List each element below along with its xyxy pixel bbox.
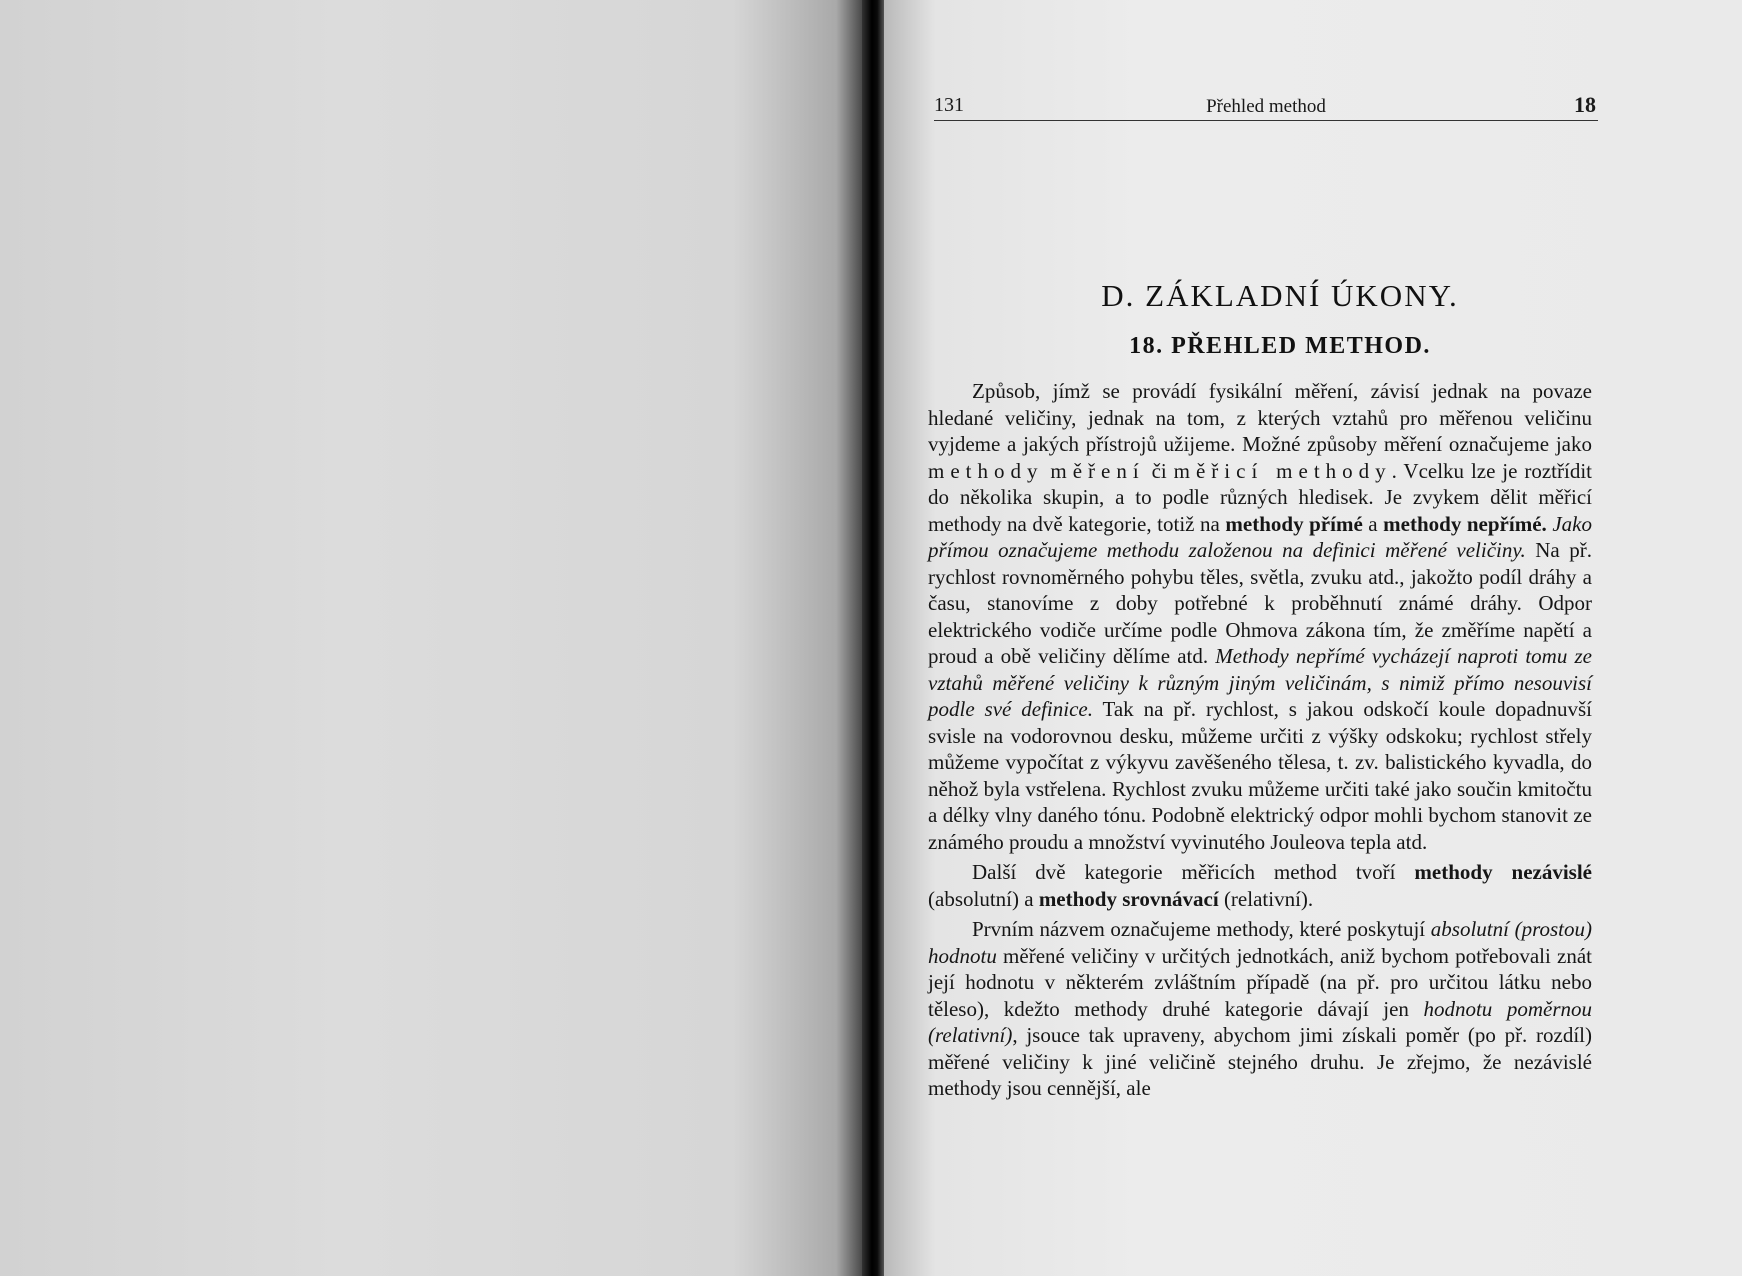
text-run: Další dvě kategorie měřicích method tvoří bbox=[972, 860, 1415, 884]
text-run: (absolutní) a bbox=[928, 886, 1039, 911]
header-page-number: 131 bbox=[934, 94, 964, 116]
bold-term: methody nepřímé. bbox=[1383, 511, 1547, 536]
running-header bbox=[934, 92, 1598, 121]
text-run: měřené veličiny v určitých jednotkách, aniž bychom potřebovali znát její hodnotu v některém zvláštním případě (na př. pro určitou látku nebo těleso), kdežto methody druhé kategorie dávají jen bbox=[928, 943, 1592, 1021]
paragraph-3 bbox=[928, 916, 1592, 1102]
spaced-term: měření bbox=[1050, 458, 1145, 483]
text-run: a bbox=[1362, 511, 1384, 536]
header-section-number: 18 bbox=[1574, 92, 1596, 117]
text-run: . Vcelku lze je roztřídit do několika skupin, a to podle různých hledisek. Je zvykem dělit měřicí methody na dvě kategorie, totiž na bbox=[928, 458, 1592, 536]
spaced-term: methody bbox=[928, 458, 1044, 483]
body-text bbox=[928, 378, 1592, 1102]
text-run: či bbox=[1144, 458, 1174, 483]
text-run: Na př. rychlost rovnoměrného pohybu těles, světla, zvuku atd., jakožto podíl dráhy a času, stanovíme z doby potřebné k proběhnutí známé dráhy. Odpor elektrického vodiče určíme podle Ohmova zákona tím, že změříme napětí a proud a obě veličiny dělíme atd. bbox=[928, 538, 1592, 668]
italic-term: absolutní (prostou) hodnotu bbox=[928, 917, 1593, 968]
section-title: D. ZÁKLADNÍ ÚKONY. bbox=[1101, 278, 1459, 313]
italic-definition: Methody nepřímé vycházejí naproti tomu ze vztahů měřené veličiny k různým jiným veličinám, s nimiž přímo nesouvisí podle své definice. bbox=[928, 644, 1592, 721]
text-run: , jsouce tak upraveny, abychom jimi získali poměr (po př. rozdíl) měřené veličiny k jiné veličině stejného druhu. Je zřejmo, že nezávislé methody jsou cennější, ale bbox=[928, 1023, 1592, 1100]
left-page-blank bbox=[0, 0, 862, 1276]
italic-definition: Jako přímou označujeme methodu založenou na definici měřené veličiny. bbox=[928, 511, 1592, 562]
text-run: Tak na př. rychlost, s jakou odskočí koule dopadnuvší svisle na vodorovnou desku, můžeme určiti z výšky odskoku; rychlost střely můžeme vypočítat z výkyvu zavěšeného tělesa, t. zv. balistického kyvadla, do něhož byla vstřelena. Rychlost zvuku můžeme určiti také jako součin kmitočtu a délky vlny daného tónu. Podobně elektrický odpor mohli bychom stanovit ze známého proudu a množství vyvinutého Jouleova tepla atd. bbox=[928, 697, 1592, 854]
paragraph-1 bbox=[928, 378, 1592, 855]
bold-term: methody nezávislé bbox=[1414, 860, 1592, 884]
text-run: (relativní). bbox=[1218, 886, 1314, 911]
spaced-term: měřicí methody bbox=[1173, 458, 1392, 483]
text-run: Způsob, jímž se provádí fysikální měření, závisí jednak na povaze hledané veličiny, jednak na tom, z kterých vztahů pro měřenou veličinu vyjdeme a jakých přístrojů užijeme. Možné způsoby měření označujeme jako bbox=[928, 379, 1592, 456]
paragraph-2 bbox=[928, 859, 1592, 912]
italic-term: hodnotu poměrnou (relativní) bbox=[928, 996, 1592, 1047]
bold-term: methody srovnávací bbox=[1038, 886, 1219, 911]
book-spine bbox=[862, 0, 884, 1276]
text-run: Prvním názvem označujeme methody, které poskytují bbox=[972, 917, 1431, 941]
subsection-title: 18. PŘEHLED METHOD. bbox=[1129, 333, 1431, 359]
header-title: Přehled method bbox=[1206, 96, 1326, 117]
bold-term: methody přímé bbox=[1225, 511, 1363, 536]
